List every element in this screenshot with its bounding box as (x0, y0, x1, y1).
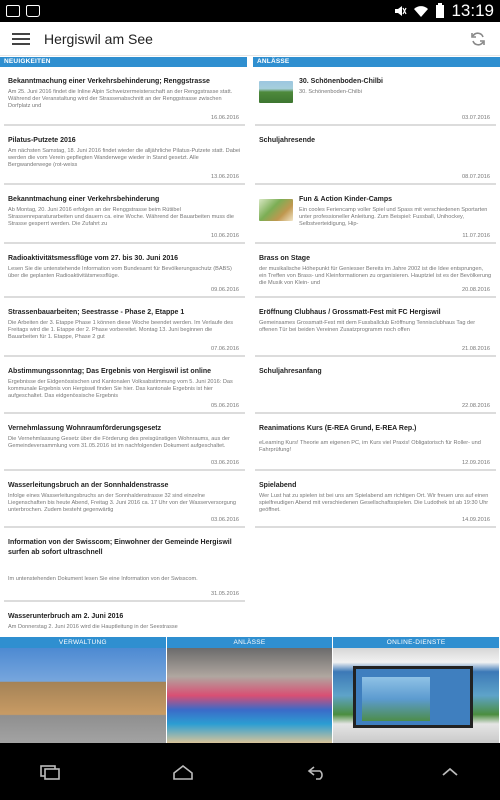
tile-verwaltung[interactable]: VERWALTUNG (0, 637, 167, 743)
camp-photo (259, 199, 293, 221)
bag-icon (26, 5, 40, 17)
news-header: NEUIGKEITEN (0, 57, 247, 67)
event-item[interactable]: Fun & Action Kinder-Camps Ein cooles Feriencamp voller Spiel und Spass mit verschiedenen Sportarten unter professioneller Anleitung. Zum Beispiel: Fussball, Unihockey, Selbstverteidigung, Hip- 11.07.2016 (255, 189, 496, 244)
clock: 13:19 (451, 1, 494, 20)
status-left-icons (6, 5, 40, 17)
event-item[interactable]: Brass on Stage der musikalische Höhepunkt für Geniesser Bereits im Jahre 2002 ist die Idee entsprungen, ein Treffen von Brass- und Kleinformationen zu organisieren. Hauptziel ist es der Bevölkerung die Musik von Klein- und 20.08.2016 (255, 248, 496, 298)
event-item[interactable]: Schuljahresende 08.07.2016 (255, 130, 496, 185)
news-item[interactable]: Pilatus-Putzete 2016 Am nächsten Samstag, 18. Juni 2016 findet wieder die alljährliche Pilatus-Putzete statt. Dabei werden die vom Verein gepflegten Wanderwege wieder in Stand gesetzt. Alle Bergwanderwege (rot-weiss 13.06.2016 (4, 130, 245, 185)
news-item[interactable]: Information von der Swisscom; Einwohner der Gemeinde Hergiswil surfen ab sofort ultraschnell Im untenstehenden Dokument lesen Sie eine Information von der Swisscom. 31.05.2016 (4, 532, 245, 602)
menu-up-icon[interactable] (430, 760, 470, 784)
event-item[interactable]: Schuljahresanfang 22.08.2016 (255, 361, 496, 414)
hamburger-icon[interactable] (10, 30, 32, 48)
event-item[interactable]: 30. Schönenboden-Chilbi 30. Schönenboden-Chilbi 03.07.2016 (255, 71, 496, 126)
news-item[interactable]: Abstimmungssonntag; Das Ergebnis von Hergiswil ist online Ergebnisse der Eidgenössischen und Kantonalen Volksabstimmung vom 5. Juni 2016: Das kommunale Ergebnis von Hergiswil finden Sie hier. Das kantonale Ergebnis ist hier aufgeschaltet. Das eidgenössische Ergebnis 05.06.2016 (4, 361, 245, 414)
image-icon (6, 5, 20, 17)
event-item[interactable]: Reanimations Kurs (E-REA Grund, E-REA Rep.) eLearning Kurs! Theorie am eigenen PC, im Kurs viel Praxis! Obligatorisch für Roller- und Fahrprüfung! 12.09.2016 (255, 418, 496, 471)
news-item[interactable]: Radioaktivitätsmessflüge vom 27. bis 30. Juni 2016 Lesen Sie die untenstehende Information vom Bundesamt für Bevölkerungsschutz (BABS) über die geplanten Radioaktivitätsmessflüge. 09.06.2016 (4, 248, 245, 298)
back-icon[interactable] (297, 760, 337, 784)
mute-icon (393, 4, 407, 18)
town-hall-photo (0, 648, 166, 743)
navigation-bar (0, 743, 500, 800)
tile-anlaesse[interactable]: ANLÄSSE (167, 637, 334, 743)
event-item[interactable]: Spielabend Wer Lust hat zu spielen ist bei uns am Spielabend am richtigen Ort. Wir freuen uns auf einen spielfreudigen Abend mit verschiedenen Gesellschaftsspielen. Die Ludothek ist ab 19:30 Uhr geöffnet. 14.09.2016 (255, 475, 496, 528)
carnival-photo (167, 648, 333, 743)
status-bar (0, 0, 500, 22)
news-item[interactable]: Strassenbauarbeiten; Seestrasse - Phase 2, Etappe 1 Die Arbeiten der 3. Etappe Phase 1 können diese Woche beendet werden. Im Verlaufe des Freitags wird die 1. Etappe der 2. Phase vorbereitet. Montag 13. Juni beginnen die Bauarbeiten für 1. Etappe, Phase 2 gut 07.06.2016 (4, 302, 245, 357)
battery-icon (435, 3, 445, 19)
laptop-website-photo (333, 648, 499, 743)
tile-online-dienste[interactable]: ONLINE-DIENSTE (333, 637, 500, 743)
news-item[interactable]: Wasserunterbruch am 2. Juni 2016 Am Donnerstag 2. Juni 2016 wird die Hauptleitung in der Seestrasse (4, 606, 245, 637)
wifi-icon (413, 4, 429, 18)
page-title: Hergiswil am See (44, 30, 153, 47)
status-right (393, 1, 494, 21)
home-icon[interactable] (163, 760, 203, 784)
app-bar (0, 22, 500, 56)
news-item[interactable]: Bekanntmachung einer Verkehrsbehinderung; Renggstrasse Am 25. Juni 2016 findet die Inline Alpin Schweizermeisterschaft an der Renggstrasse statt. Während der Veranstaltung wird der Strassenabschnitt an der Renggstrasse zwischen Dorfplatz und 16.06.2016 (4, 71, 245, 126)
events-header: ANLÄSSE (253, 57, 500, 67)
meadow-photo (259, 81, 293, 103)
news-item[interactable]: Wasserleitungsbruch an der Sonnhaldenstrasse Infolge eines Wasserleitungsbruchs an der Sonnhaldenstrasse 32 sind einzelne Liegenschaften bis heute Abend, Freitag 3. Juni 2016 ca. 17 Uhr von der Wasserversorgung unterbrochen. Zudem besteht gegenwärtig 03.06.2016 (4, 475, 245, 528)
news-item[interactable]: Bekanntmachung einer Verkehrsbehinderung Ab Montag, 20. Juni 2016 erfolgen an der Renggstrasse beim Rütiibel Strassenreparaturarbeiten und dauern ca. eine Woche. Während der Bauarbeiten muss die Strasse gesperrt werden. Die Zufahrt zu 10.06.2016 (4, 189, 245, 244)
bottom-tiles (0, 637, 500, 743)
refresh-icon[interactable] (466, 27, 490, 51)
news-item[interactable]: Vernehmlassung Wohnraumförderungsgesetz Die Vernehmlassung Gesetz über die Förderung des preisgünstigen Wohnraums, aus der Gemeindeversammlung vom 31.05.2016 ist im nachfolgenden Dokument aufgeschaltet. 03.06.2016 (4, 418, 245, 471)
event-item[interactable]: Eröffnung Clubhaus / Grossmatt-Fest mit FC Hergiswil Gemeinsames Grossmatt-Fest mit dem Fussballclub Eröffnung Tennisclubhaus Tag der offenen Tür bei beiden Vereinen Zusatzprogramm noch offen 21.08.2016 (255, 302, 496, 357)
recent-apps-icon[interactable] (30, 760, 70, 784)
